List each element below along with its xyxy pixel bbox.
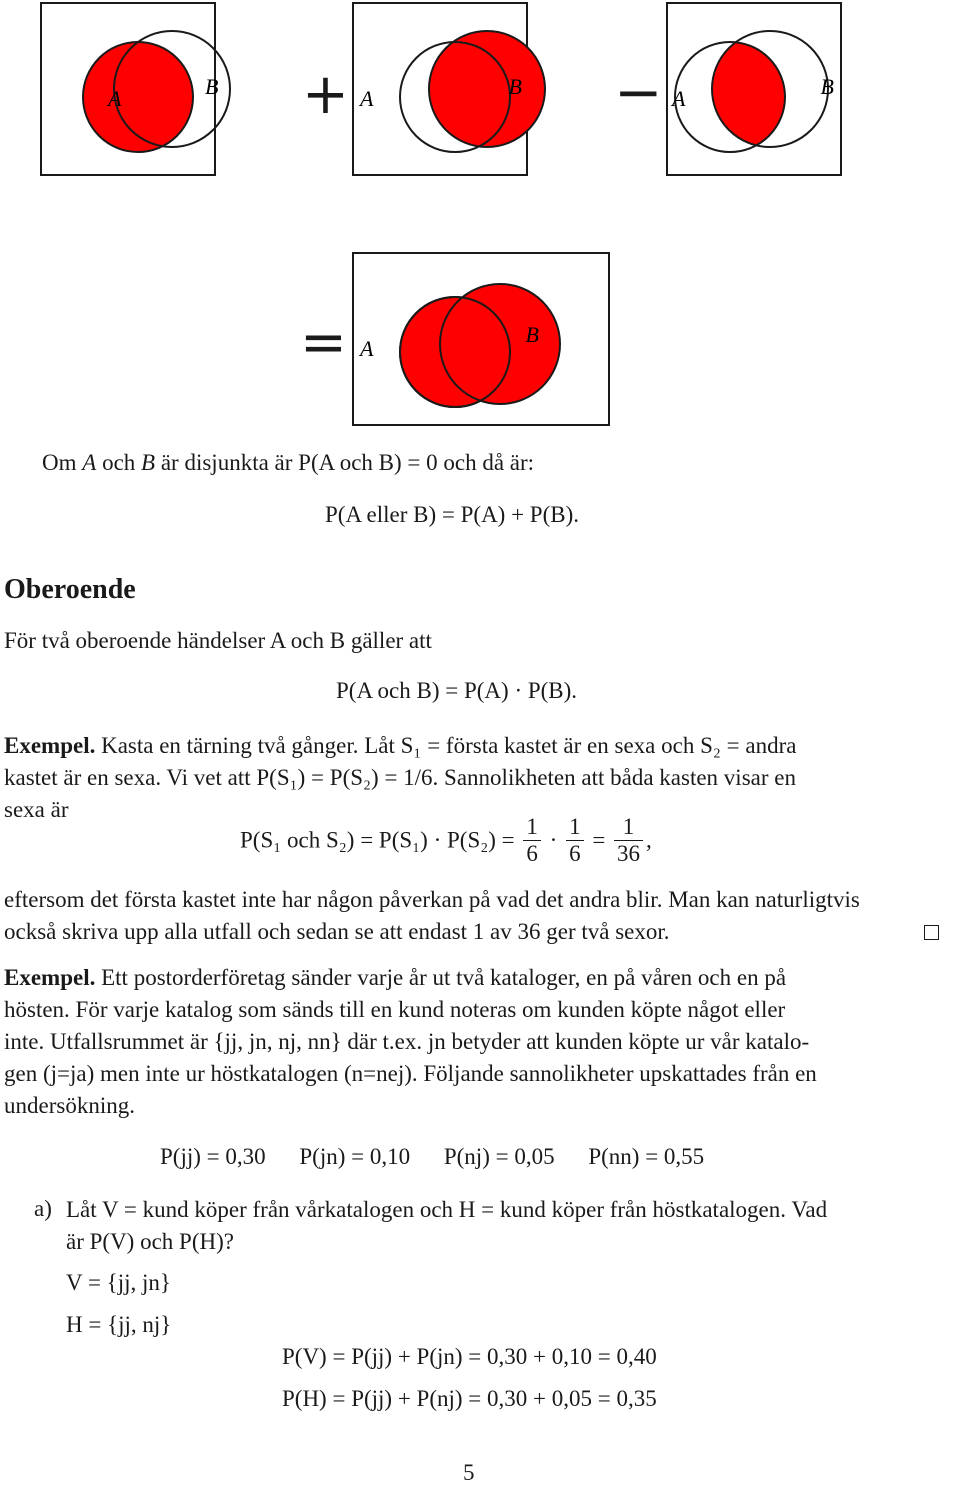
equals-sign: =	[300, 310, 347, 375]
venn-diagram-a	[40, 2, 219, 176]
page-number: 5	[463, 1460, 475, 1485]
venn-label-a: A	[672, 86, 686, 111]
section-heading-oberoende: Oberoende	[4, 574, 136, 605]
venn-circle-b	[429, 31, 545, 147]
venn-diagram-union	[352, 252, 612, 426]
minus-sign: −	[614, 58, 663, 126]
prob-jj: P(jj) = 0,30	[160, 1144, 266, 1169]
fraction-one-sixth: $\frac{1}{6}$	[566, 814, 584, 867]
prob-nn: P(nn) = 0,55	[588, 1144, 705, 1169]
venn-circle-b	[440, 284, 560, 404]
prob-h-calculation: P(H) = P(jj) + P(nj) = 0,30 + 0,05 = 0,35	[282, 1386, 657, 1411]
oberoende-intro: För två oberoende händelser A och B gäller att	[4, 628, 432, 653]
probability-list	[160, 1144, 704, 1170]
venn-diagram-intersection	[666, 2, 842, 176]
disjoint-formula: P(A eller B) = P(A) + P(B).	[325, 502, 580, 527]
prob-nj: P(nj) = 0,05	[443, 1144, 555, 1169]
prob-jn: P(jn) = 0,10	[299, 1144, 411, 1169]
example1-formula: P(S₁ och S₂) = P(S₁) · P(S₂) = $\frac{1}{6}$ · $\frac{1}{6}$ = $\frac{1}{36}$ ,	[240, 814, 652, 866]
example-label: Exempel.	[4, 733, 96, 758]
venn-label-b: B	[508, 74, 522, 99]
venn-label-b: B	[820, 74, 834, 99]
part-a-question: Låt V = kund köper från vårkatalogen och H = kund köper från höstkatalogen. Vad är P(V) och P(H)?	[66, 1197, 828, 1254]
example-label: Exempel.	[4, 965, 96, 990]
disjoint-sentence: Om A och B är disjunkta är P(A och B) = 0 och då är:	[42, 450, 535, 475]
fraction-one-thirtysixth: $\frac{1}{36}$	[614, 814, 643, 867]
example2-paragraph: Exempel. Ett postorderföretag sänder varje år ut två kataloger, en på våren och en på hösten. För varje katalog som sänds till en kund noteras om kunden köpte något eller inte. Utfallsrummet är {jj, jn, nj, nn} där t.ex. jn betyder att kunden köpte ur vår katalo- gen (j=ja) men inte ur höstkatalogen (n=nej). Följande sannolikheter upskattades från en undersökning.	[4, 965, 817, 1118]
example1-conclusion: eftersom det första kastet inte har någon påverkan på vad det andra blir. Man kan naturligtvis också skriva upp alla utfall och sedan se att endast 1 av 36 ger två sexor.	[4, 887, 860, 944]
venn-label-b: B	[525, 322, 539, 347]
prob-v-calculation: P(V) = P(jj) + P(jn) = 0,30 + 0,10 = 0,40	[282, 1344, 657, 1369]
venn-label-a: A	[360, 86, 374, 111]
venn-label-a: A	[360, 336, 374, 361]
oberoende-formula: P(A och B) = P(A) · P(B).	[336, 678, 578, 703]
qed-box-icon	[924, 925, 939, 940]
part-a-label: a)	[34, 1196, 52, 1221]
venn-label-b: B	[205, 74, 219, 99]
venn-label-a: A	[108, 86, 122, 111]
set-h: H = {jj, nj}	[66, 1312, 172, 1337]
plus-sign: +	[302, 62, 349, 127]
venn-diagram-b	[352, 2, 528, 176]
fraction-one-sixth: $\frac{1}{6}$	[523, 814, 541, 867]
example1-paragraph: Exempel. Kasta en tärning två gånger. Låt S₁ = första kastet är en sexa och S₂ = andra kastet är en sexa. Vi vet att P(S₁) = P(S₂) = 1/6. Sannolikheten att båda kasten visar en sexa är	[4, 733, 797, 822]
set-v: V = {jj, jn}	[66, 1270, 171, 1295]
